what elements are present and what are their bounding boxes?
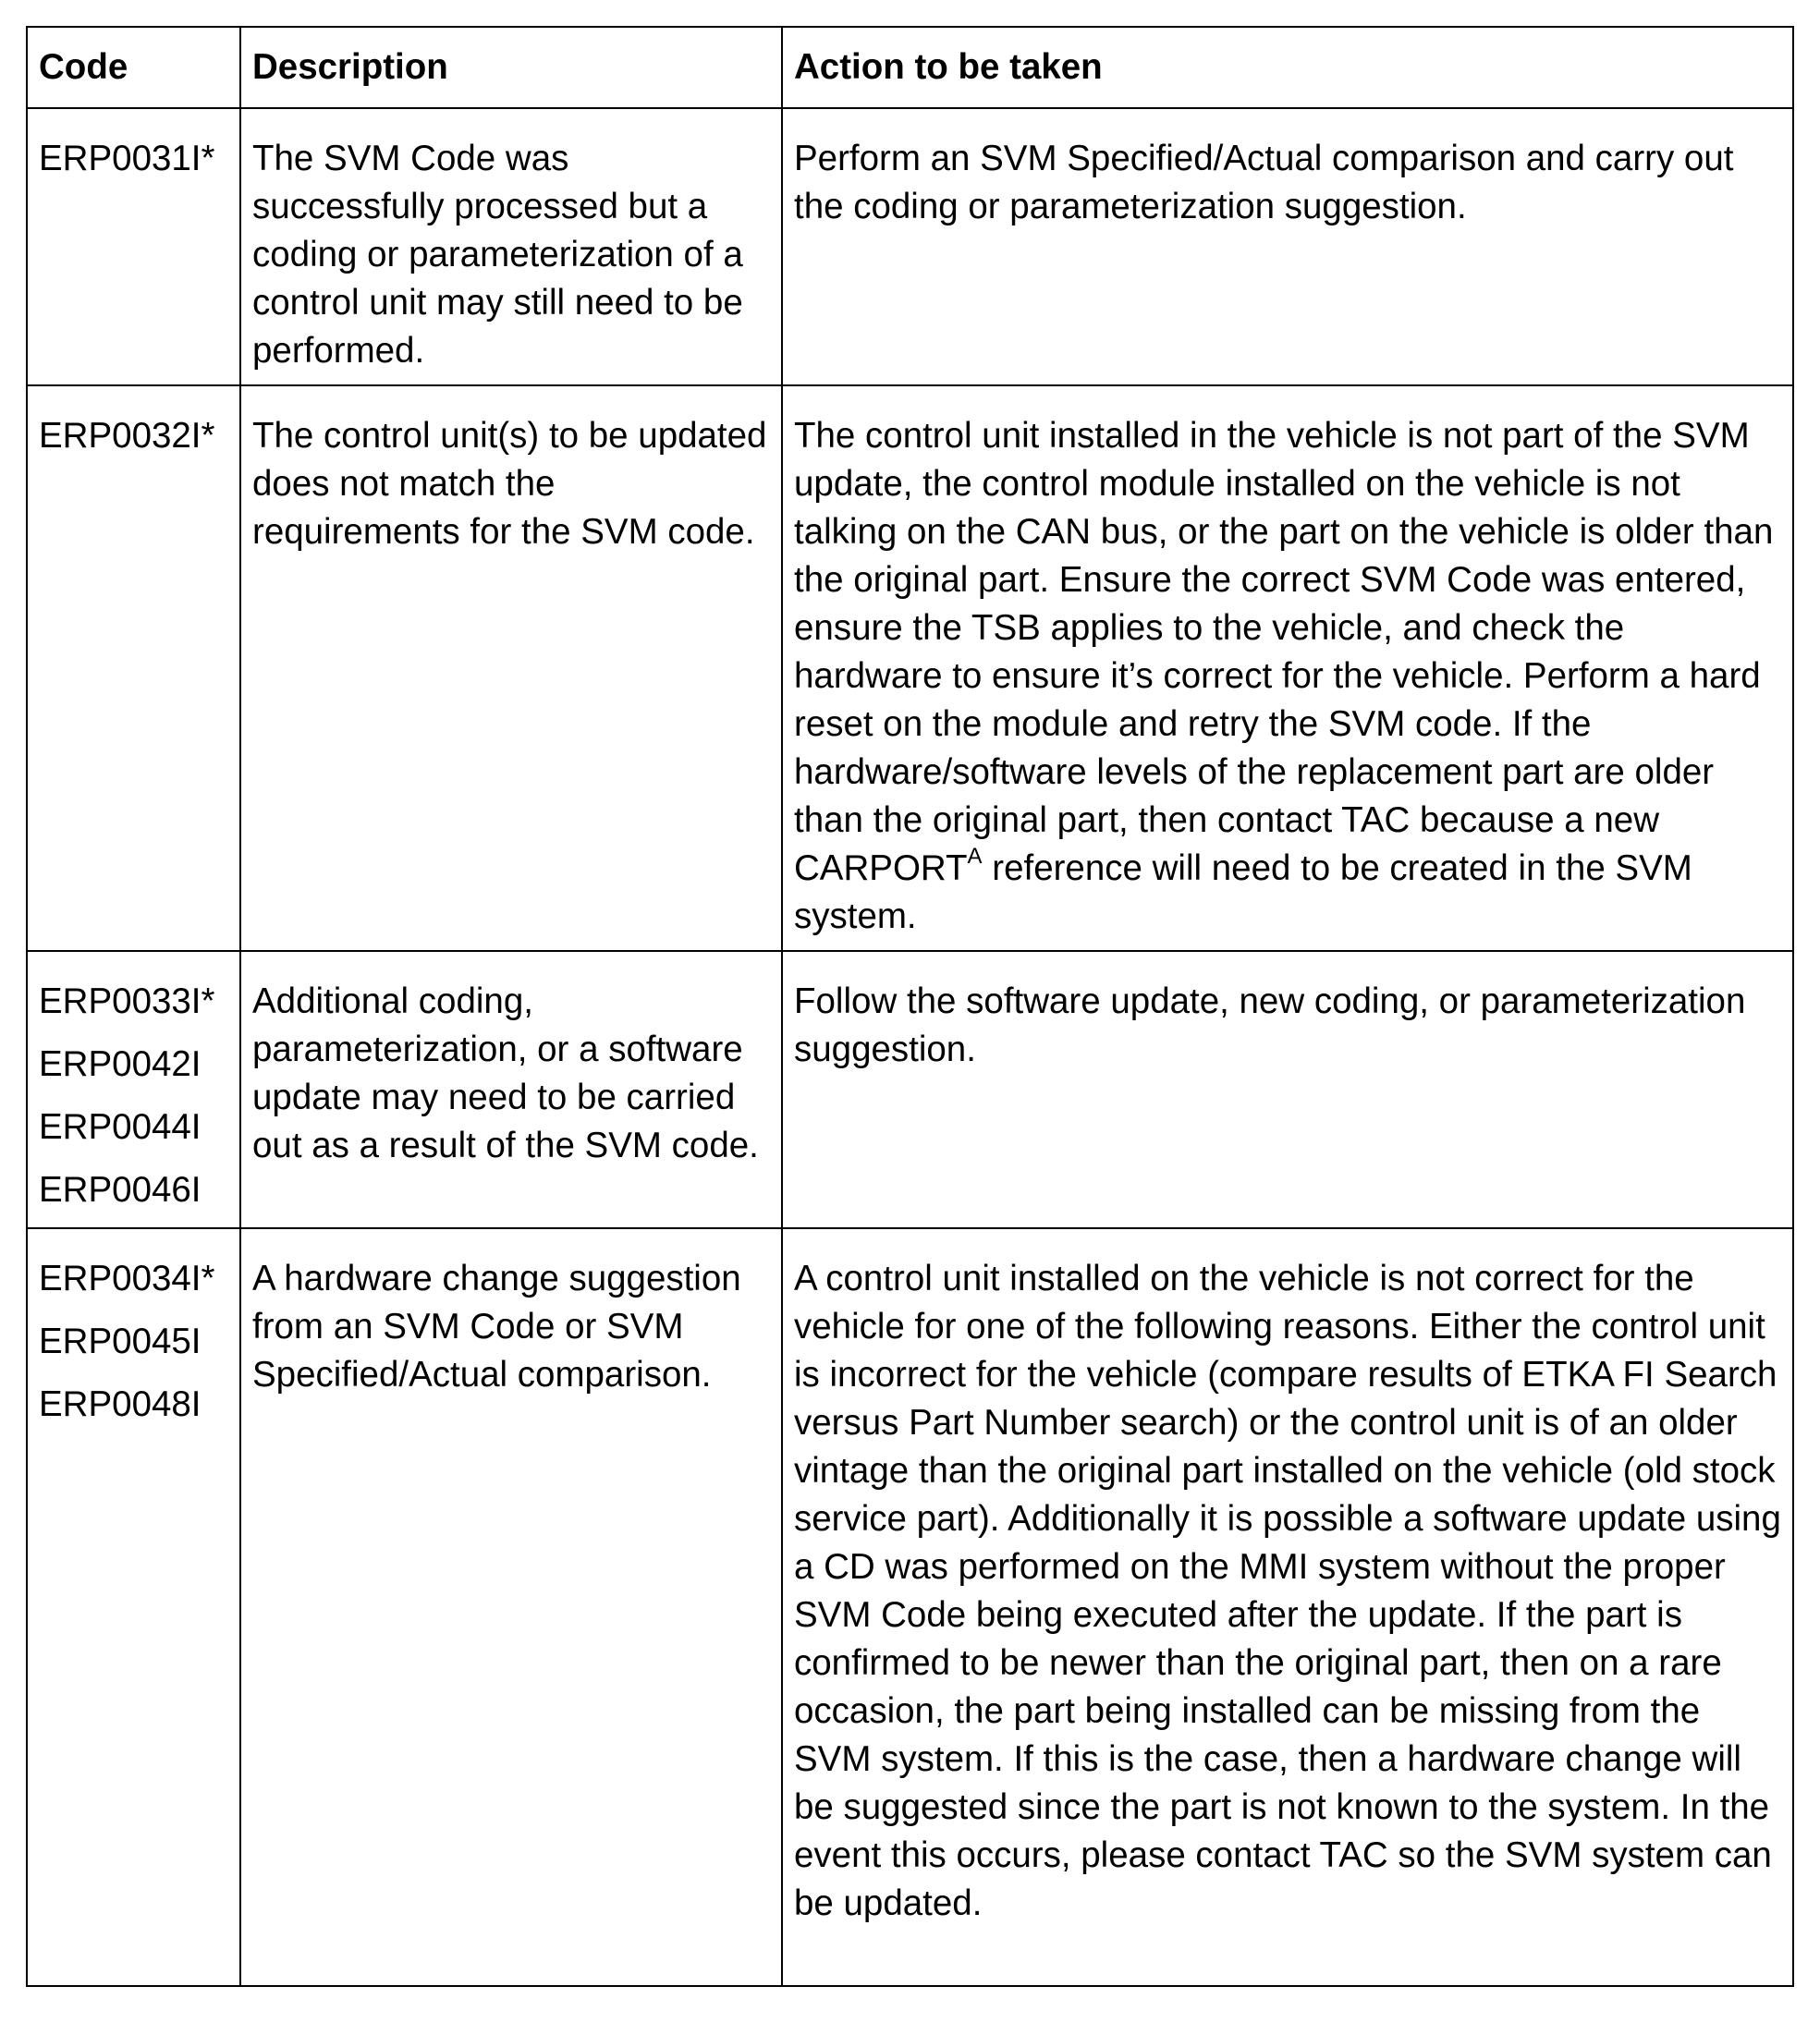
table-header-row xyxy=(27,27,1793,108)
code-cell xyxy=(27,951,240,1228)
code-list xyxy=(39,412,228,460)
action-text xyxy=(794,412,1781,941)
action-text: Perform an SVM Specified/Actual comparison and carry out the coding or parameterization suggestion. xyxy=(794,139,1734,226)
description-text: A hardware change suggestion from an SVM Code or SVM Specified/Actual comparison. xyxy=(252,1259,741,1395)
action-cell xyxy=(782,951,1793,1228)
error-code: ERP0045I xyxy=(39,1322,202,1361)
action-text: A control unit installed on the vehicle is not correct for the vehicle for one of the following reasons. Either the control unit is incorrect for the vehicle (compare results of ETKA FI Search versus Part Number search) or the control unit is of an older vintage than the original part installed on the vehicle (old stock service part). Additionally it is possible a software update using a CD was performed on the MMI system without the proper SVM Code being executed after the update. If the part is confirmed to be newer than the original part, then on a rare occasion, the part being installed can be missing from the SVM system. If this is the case, then a hardware change will be suggested since the part is not known to the system. In the event this occurs, please contact TAC so the SVM system can be updated. xyxy=(794,1259,1781,1923)
code-cell xyxy=(27,108,240,385)
header-code: Code xyxy=(27,27,240,108)
error-code: ERP0034I* xyxy=(39,1259,215,1298)
error-code: ERP0031I* xyxy=(39,139,215,178)
code-cell xyxy=(27,1228,240,1986)
description-text: The SVM Code was successfully processed but a coding or parameterization of a control unit may still need to be performed. xyxy=(252,139,743,371)
action-cell xyxy=(782,385,1793,951)
code-list xyxy=(39,978,228,1214)
code-cell xyxy=(27,385,240,951)
error-code: ERP0033I* xyxy=(39,981,215,1021)
action-text: Follow the software update, new coding, or parameterization suggestion. xyxy=(794,981,1746,1069)
header-action: Action to be taken xyxy=(782,27,1793,108)
error-code-table xyxy=(26,26,1794,1987)
error-code-table-container xyxy=(26,26,1792,1987)
error-code: ERP0048I xyxy=(39,1384,202,1424)
header-description: Description xyxy=(240,27,782,108)
code-list xyxy=(39,1255,228,1429)
description-text: Additional coding, parameterization, or a software update may need to be carried out as a result of the SVM code. xyxy=(252,981,759,1165)
superscript-marker: A xyxy=(967,844,983,869)
table-row xyxy=(27,108,1793,385)
error-code: ERP0044I xyxy=(39,1107,202,1147)
table-row xyxy=(27,1228,1793,1986)
action-text-part: reference will need to be created in the SVM system. xyxy=(794,848,1692,936)
error-code: ERP0032I* xyxy=(39,416,215,456)
action-text-part: The control unit installed in the vehicle is not part of the SVM update, the control module installed on the vehicle is not talking on the CAN bus, or the part on the vehicle is older than the original part. Ensure the correct SVM Code was entered, ensure the TSB applies to the vehicle, and check the hardware to ensure it’s correct for the vehicle. Perform a hard reset on the module and retry the SVM code. If the hardware/software levels of the replacement part are older than the original part, then contact TAC because a new CARPORT xyxy=(794,416,1774,888)
error-code: ERP0046I xyxy=(39,1170,202,1210)
description-cell xyxy=(240,108,782,385)
code-list xyxy=(39,135,228,183)
description-text: The control unit(s) to be updated does not match the requirements for the SVM code. xyxy=(252,416,767,552)
description-cell xyxy=(240,951,782,1228)
table-row xyxy=(27,951,1793,1228)
action-cell xyxy=(782,1228,1793,1986)
error-code: ERP0042I xyxy=(39,1044,202,1084)
description-cell xyxy=(240,385,782,951)
table-row xyxy=(27,385,1793,951)
action-cell xyxy=(782,108,1793,385)
description-cell xyxy=(240,1228,782,1986)
